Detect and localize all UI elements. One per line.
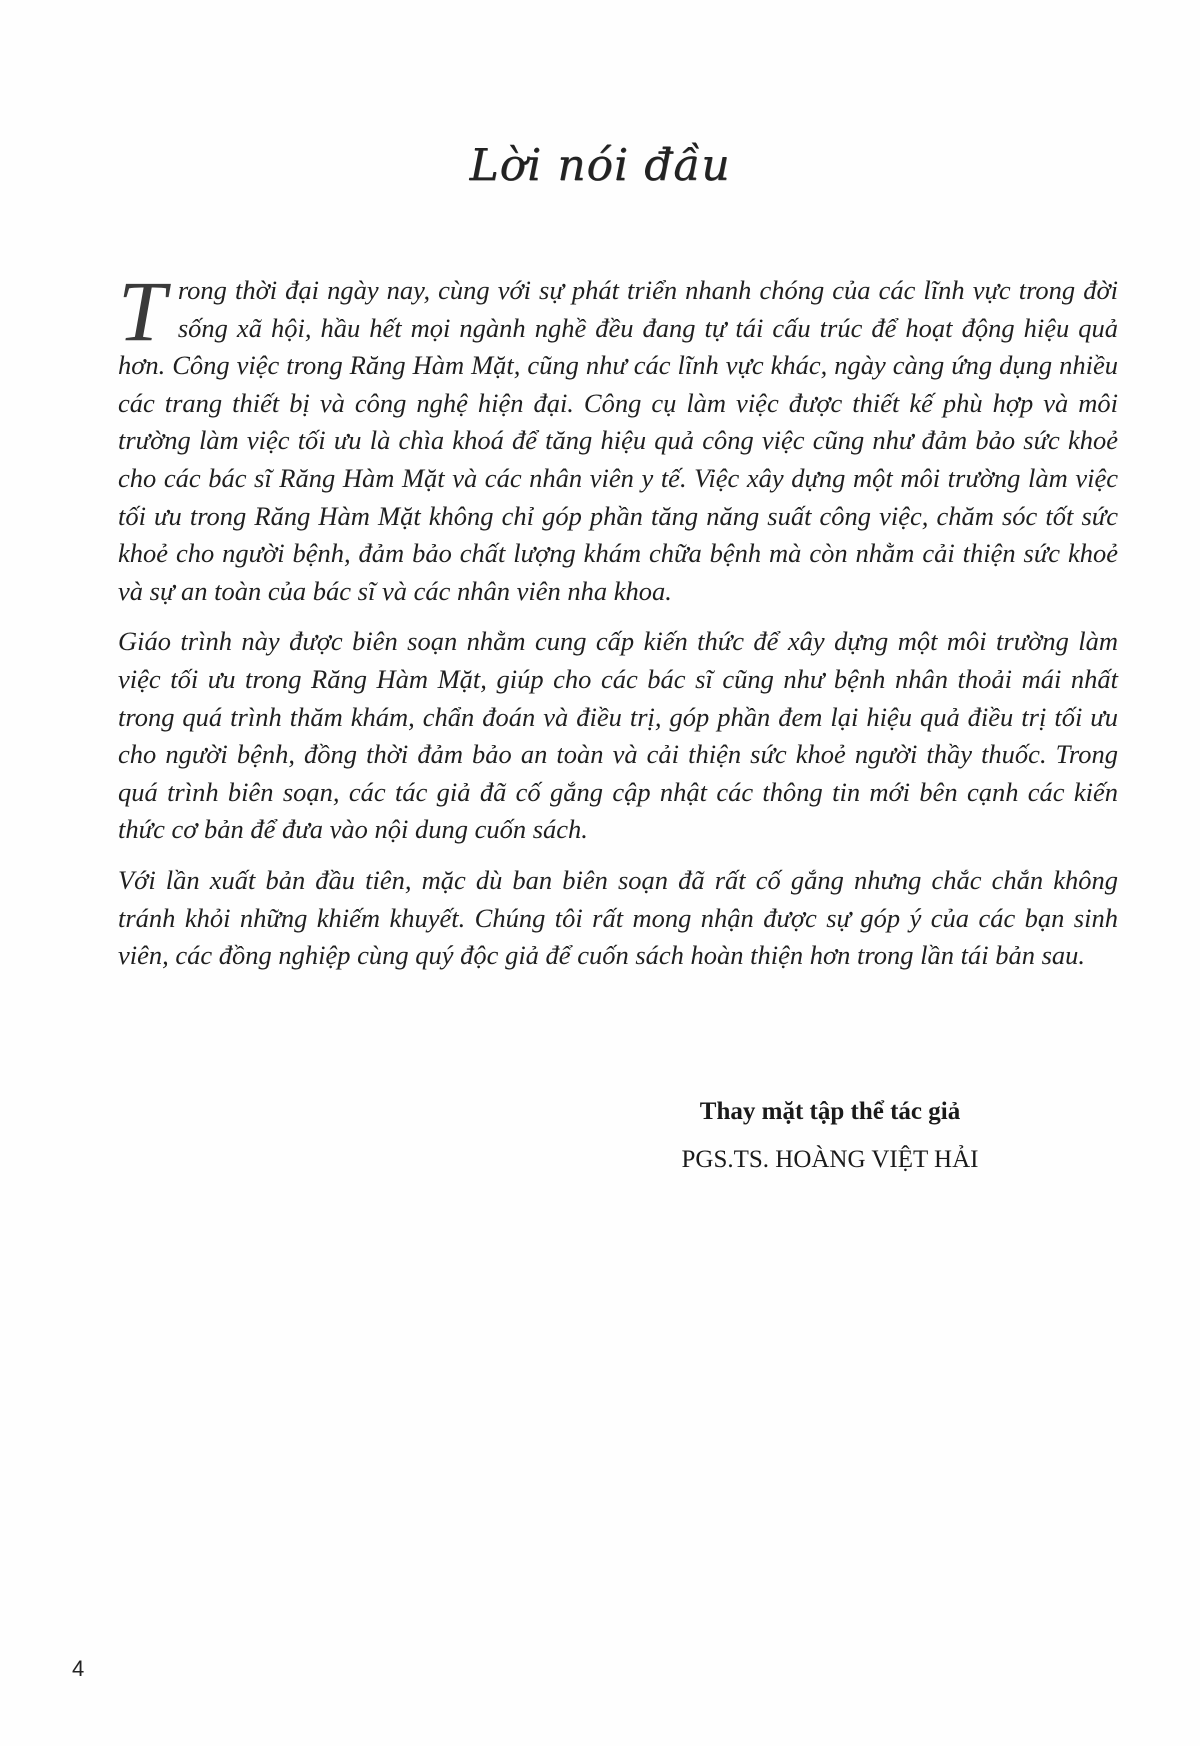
paragraph-text: Với lần xuất bản đầu tiên, mặc dù ban biên soạn đã rất cố gắng nhưng chắc chắn không tránh khỏi những khiếm khuyết. Chúng tôi rất mong nhận được sự góp ý của các bạn sinh viên, các đồng nghiệp cùng quý độc giả để cuốn sách hoàn thiện hơn trong lần tái bản sau. <box>118 864 1118 971</box>
paragraph-purpose <box>118 623 1118 849</box>
signature-block <box>650 1092 1010 1180</box>
page-title: Lời nói đầu <box>469 140 731 191</box>
paragraph-text: Giáo trình này được biên soạn nhằm cung cấp kiến thức để xây dựng một môi trường làm việc tối ưu trong Răng Hàm Mặt, giúp cho các bác sĩ cũng như bệnh nhân thoải mái nhất trong quá trình thăm khám, chẩn đoán và điều trị, góp phần đem lại hiệu quả điều trị tối ưu cho người bệnh, đồng thời đảm bảo an toàn và cải thiện sức khoẻ người thầy thuốc. Trong quá trình biên soạn, các tác giả đã cố gắng cập nhật các thông tin mới bên cạnh các kiến thức cơ bản để đưa vào nội dung cuốn sách. <box>118 626 1118 845</box>
signature-role: Thay mặt tập thể tác giả <box>699 1098 961 1125</box>
paragraph-closing <box>118 862 1118 975</box>
page-number: 4 <box>72 1656 85 1681</box>
paragraph-intro <box>118 263 1118 610</box>
preface-body <box>118 263 1118 988</box>
signature-name: PGS.TS. HOÀNG VIỆT HẢI <box>681 1146 979 1173</box>
drop-cap: T <box>118 263 166 359</box>
paragraph-text: rong thời đại ngày nay, cùng với sự phát triển nhanh chóng của các lĩnh vực trong đời sống xã hội, hầu hết mọi ngành nghề đều đang tự tái cấu trúc để hoạt động hiệu quả hơn. Công việc trong Răng Hàm Mặt, cũng như các lĩnh vực khác, ngày càng ứng dụng nhiều các trang thiết bị và công nghệ hiện đại. Công cụ làm việc được thiết kế phù hợp và môi trường làm việc tối ưu là chìa khoá để tăng hiệu quả công việc cũng như đảm bảo sức khoẻ cho các bác sĩ Răng Hàm Mặt và các nhân viên y tế. Việc xây dựng một môi trường làm việc tối ưu trong Răng Hàm Mặt không chỉ góp phần tăng năng suất công việc, chăm sóc tốt sức khoẻ cho người bệnh, đảm bảo chất lượng khám chữa bệnh mà còn nhằm cải thiện sức khoẻ và sự an toàn của bác sĩ và các nhân viên nha khoa. <box>118 275 1118 606</box>
